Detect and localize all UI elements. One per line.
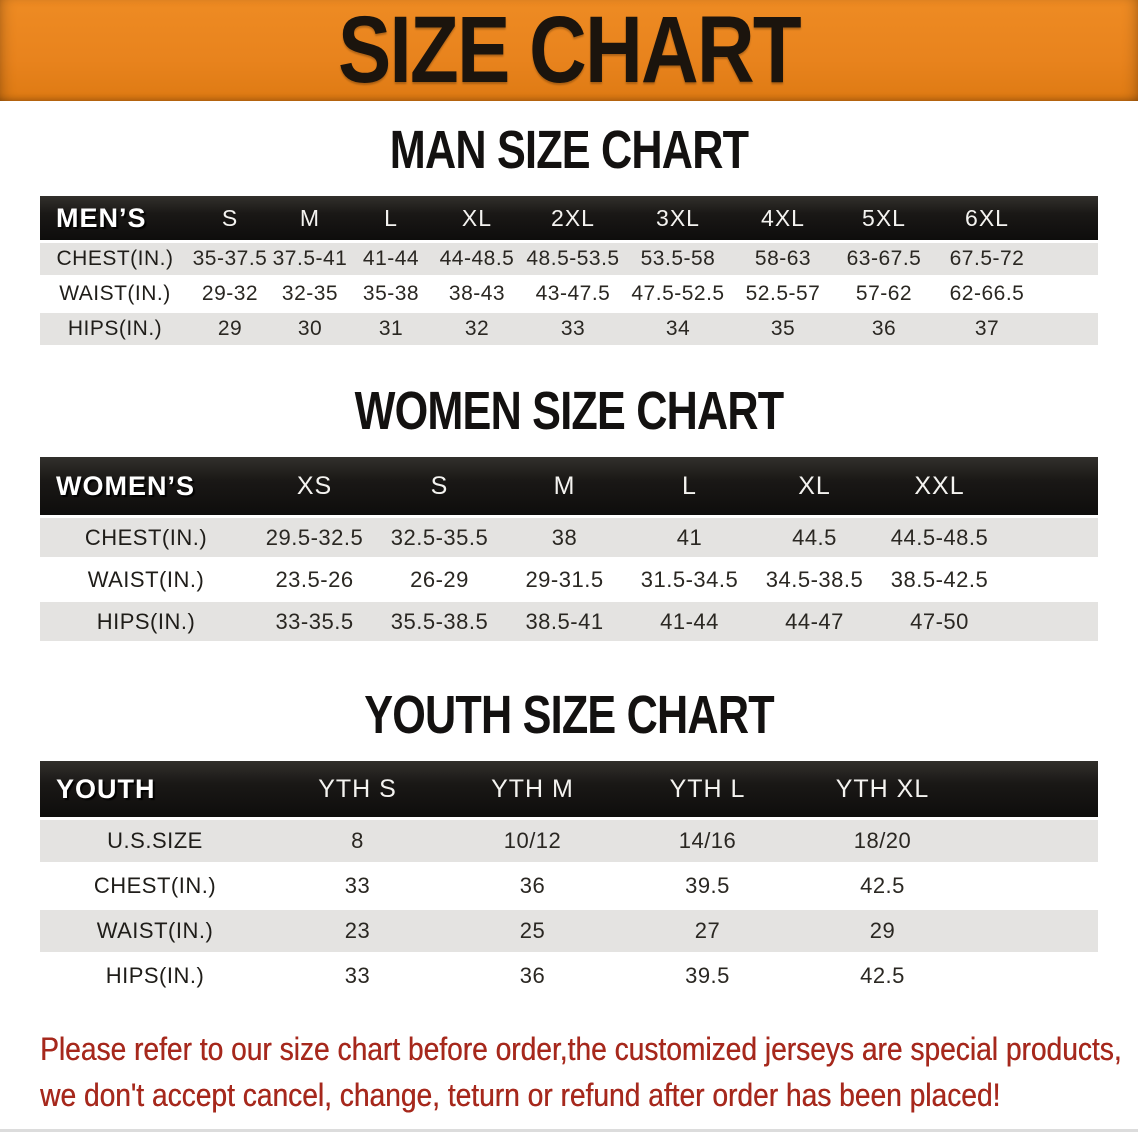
measurement-value: 43-47.5: [535, 282, 611, 305]
measurement-label: HIPS(IN.): [105, 963, 205, 988]
table-row: [40, 602, 1098, 641]
table-row: [40, 278, 1098, 310]
measurement-value: 67.5-72: [934, 243, 1040, 275]
women-size-section: [0, 381, 1138, 644]
measurement-value: 29.5-32.5: [252, 518, 377, 557]
size-column-header: XXL: [877, 457, 1002, 515]
size-column-header: M: [270, 196, 350, 240]
women-section-title: [0, 381, 1138, 441]
measurement-value: 41: [627, 518, 752, 557]
size-table-header-row: [40, 196, 1098, 240]
size-column-header: M: [502, 457, 627, 515]
row-spacer: [1002, 518, 1098, 557]
measurement-value: 29: [795, 910, 970, 952]
measurement-value: 57-62: [855, 282, 913, 305]
table-row: [40, 955, 1098, 997]
measurement-value: 31.5-34.5: [640, 566, 739, 592]
measurement-value: 42.5: [860, 963, 905, 988]
banner-title: SIZE CHART: [338, 0, 800, 103]
measurement-value: 37: [934, 313, 1040, 345]
row-spacer: [970, 955, 1098, 997]
measurement-value: 58-63: [732, 243, 834, 275]
header-spacer: [970, 761, 1098, 817]
measurement-value: 35-38: [362, 282, 420, 305]
table-label-header: WOMEN’S: [40, 457, 252, 515]
measurement-value: 38: [502, 518, 627, 557]
row-spacer: [1040, 278, 1098, 310]
size-column-header: L: [350, 196, 432, 240]
table-row: [40, 910, 1098, 952]
measurement-value: 62-66.5: [949, 282, 1025, 305]
size-column-header: YTH S: [270, 761, 445, 817]
men-size-table: [40, 193, 1098, 348]
youth-size-table: [40, 758, 1098, 1000]
size-column-header: XS: [252, 457, 377, 515]
table-row: [40, 313, 1098, 345]
size-table-header-row: [40, 761, 1098, 817]
row-spacer: [970, 865, 1098, 907]
table-row: [40, 820, 1098, 862]
row-spacer: [970, 820, 1098, 862]
measurement-value: 44.5-48.5: [877, 518, 1002, 557]
size-column-header: YTH M: [445, 761, 620, 817]
table-label-header: YOUTH: [40, 761, 270, 817]
disclaimer: [40, 1026, 1138, 1118]
row-spacer: [970, 910, 1098, 952]
disclaimer-line: we don't accept cancel, change, teturn or refund after order has been placed!: [40, 1077, 1001, 1113]
measurement-value: 34: [624, 313, 732, 345]
size-table-header-row: [40, 457, 1098, 515]
size-column-header: 5XL: [834, 196, 934, 240]
measurement-value: 38-43: [448, 282, 506, 305]
measurement-value: 44-48.5: [432, 243, 522, 275]
measurement-value: 8: [270, 820, 445, 862]
measurement-value: 26-29: [410, 566, 469, 592]
measurement-value: 32.5-35.5: [377, 518, 502, 557]
table-row: [40, 243, 1098, 275]
header-spacer: [1002, 457, 1098, 515]
women-size-table: [40, 454, 1098, 644]
measurement-value: 63-67.5: [834, 243, 934, 275]
header-spacer: [1040, 196, 1098, 240]
measurement-value: 23: [270, 910, 445, 952]
measurement-value: 35.5-38.5: [377, 602, 502, 641]
size-column-header: 2XL: [522, 196, 624, 240]
size-column-header: 4XL: [732, 196, 834, 240]
measurement-value: 53.5-58: [624, 243, 732, 275]
measurement-value: 41-44: [350, 243, 432, 275]
measurement-label: CHEST(IN.): [93, 873, 217, 898]
measurement-value: 23.5-26: [275, 566, 354, 592]
size-column-header: 6XL: [934, 196, 1040, 240]
size-column-header: YTH L: [620, 761, 795, 817]
measurement-value: 42.5: [860, 873, 905, 898]
measurement-label: U.S.SIZE: [40, 820, 270, 862]
measurement-value: 29-31.5: [525, 566, 604, 592]
row-spacer: [1002, 602, 1098, 641]
measurement-value: 31: [350, 313, 432, 345]
measurement-value: 52.5-57: [745, 282, 821, 305]
table-row: [40, 518, 1098, 557]
measurement-value: 25: [445, 910, 620, 952]
table-row: [40, 865, 1098, 907]
measurement-value: 33: [522, 313, 624, 345]
measurement-value: 39.5: [685, 873, 730, 898]
size-column-header: S: [377, 457, 502, 515]
size-column-header: 3XL: [624, 196, 732, 240]
table-row: [40, 560, 1098, 599]
measurement-value: 35-37.5: [190, 243, 270, 275]
measurement-value: 33-35.5: [252, 602, 377, 641]
women-section-title-text: WOMEN SIZE CHART: [354, 381, 784, 441]
men-section-title: [0, 120, 1138, 180]
measurement-label: HIPS(IN.): [40, 602, 252, 641]
size-column-header: XL: [432, 196, 522, 240]
measurement-label: HIPS(IN.): [40, 313, 190, 345]
measurement-value: 38.5-41: [502, 602, 627, 641]
measurement-value: 32: [432, 313, 522, 345]
size-column-header: S: [190, 196, 270, 240]
measurement-value: 14/16: [620, 820, 795, 862]
measurement-value: 32-35: [281, 282, 339, 305]
measurement-label: CHEST(IN.): [40, 518, 252, 557]
measurement-value: 29: [190, 313, 270, 345]
measurement-value: 34.5-38.5: [765, 566, 864, 592]
measurement-value: 48.5-53.5: [522, 243, 624, 275]
measurement-value: 44-47: [752, 602, 877, 641]
size-column-header: XL: [752, 457, 877, 515]
measurement-label: CHEST(IN.): [40, 243, 190, 275]
measurement-value: 27: [620, 910, 795, 952]
measurement-value: 10/12: [445, 820, 620, 862]
measurement-value: 41-44: [627, 602, 752, 641]
measurement-value: 36: [519, 873, 546, 898]
measurement-value: 36: [834, 313, 934, 345]
measurement-label: WAIST(IN.): [59, 282, 171, 305]
measurement-value: 18/20: [795, 820, 970, 862]
measurement-value: 29-32: [201, 282, 259, 305]
men-size-section: [0, 120, 1138, 348]
table-label-header: MEN’S: [40, 196, 190, 240]
row-spacer: [1040, 313, 1098, 345]
youth-section-title: [0, 685, 1138, 745]
measurement-label: WAIST(IN.): [40, 910, 270, 952]
size-column-header: L: [627, 457, 752, 515]
measurement-value: 30: [270, 313, 350, 345]
size-chart-banner: [0, 0, 1138, 101]
size-column-header: YTH XL: [795, 761, 970, 817]
measurement-value: 38.5-42.5: [890, 566, 989, 592]
measurement-value: 44.5: [752, 518, 877, 557]
youth-size-section: [0, 685, 1138, 1000]
measurement-value: 47-50: [877, 602, 1002, 641]
men-section-title-text: MAN SIZE CHART: [389, 120, 749, 180]
disclaimer-line: Please refer to our size chart before order,the customized jerseys are special products,: [40, 1031, 1122, 1067]
measurement-value: 47.5-52.5: [631, 282, 725, 305]
measurement-value: 37.5-41: [270, 243, 350, 275]
row-spacer: [1002, 560, 1098, 599]
row-spacer: [1040, 243, 1098, 275]
youth-section-title-text: YOUTH SIZE CHART: [364, 685, 774, 745]
measurement-value: 33: [344, 963, 371, 988]
measurement-value: 36: [519, 963, 546, 988]
measurement-value: 33: [344, 873, 371, 898]
measurement-value: 39.5: [685, 963, 730, 988]
measurement-value: 35: [732, 313, 834, 345]
measurement-label: WAIST(IN.): [87, 566, 205, 592]
